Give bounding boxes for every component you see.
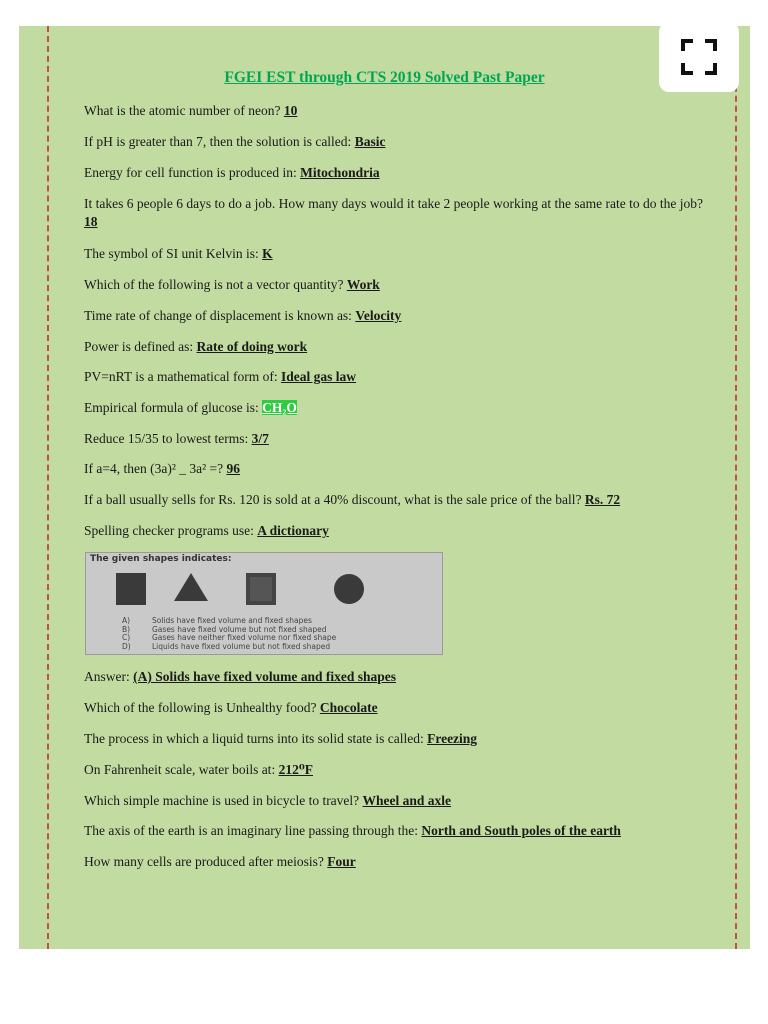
question-15: Answer: (A) Solids have fixed volume and fixed shapes [84,669,397,684]
answer: 3/7 [251,431,269,446]
question-1: What is the atomic number of neon? 10 [84,103,298,118]
question-19: Which simple machine is used in bicycle to travel? Wheel and axle [84,793,452,808]
answer: (A) Solids have fixed volume and fixed shapes [133,669,397,684]
answer: Four [327,854,356,869]
answer: Freezing [427,731,478,746]
figure-option: D) Liquids have fixed volume but not fixed shaped [122,641,331,651]
fullscreen-button[interactable] [659,22,739,92]
box-inner-shape [250,577,272,601]
answer: Chocolate [319,700,378,715]
answer: 10 [283,103,298,118]
question-4: It takes 6 people 6 days to do a job. How many days would it take 2 people working at the same rate to do the job? 18 [84,196,703,229]
figure-caption: The given shapes indicates: [90,554,232,564]
cube-shape [116,573,146,605]
sphere-shape [334,574,364,604]
figure-option: B) Gases have fixed volume but not fixed shaped [122,624,327,634]
answer: Work [346,277,380,292]
question-9: PV=nRT is a mathematical form of: Ideal gas law [84,369,357,384]
answer: Rate of doing work [196,339,308,354]
question-7: Time rate of change of displacement is known as: Velocity [84,308,402,323]
question-13: If a ball usually sells for Rs. 120 is sold at a 40% discount, what is the sale price of the ball? Rs. 72 [84,492,621,507]
figure-option: C) Gases have neither fixed volume nor fixed shape [122,633,337,642]
question-18: On Fahrenheit scale, water boils at: 212⁰F [84,762,313,777]
question-11: Reduce 15/35 to lowest terms: 3/7 [84,431,269,446]
page-border-left [47,26,49,949]
question-16: Which of the following is Unhealthy food? Chocolate [84,700,378,715]
document-page [19,26,750,949]
question-21: How many cells are produced after meiosis? Four [84,854,356,869]
figure-option: A) Solids have fixed volume and fixed shapes [122,616,312,625]
answer: Ideal gas law [281,369,357,384]
page-border-right [735,26,737,949]
answer: Wheel and axle [362,793,452,808]
answer: Rs. 72 [584,492,621,507]
page-title: FGEI EST through CTS 2019 Solved Past Paper [224,69,545,86]
question-8: Power is defined as: Rate of doing work [84,339,308,354]
question-6: Which of the following is not a vector quantity? Work [84,277,380,292]
question-14: Spelling checker programs use: A dictionary [84,523,329,538]
answer: 96 [226,461,241,476]
answer: North and South poles of the earth [421,823,621,838]
answer: K [262,246,273,261]
expand-icon [681,39,717,75]
figure-options [122,617,336,651]
question-20: The axis of the earth is an imaginary line passing through the: North and South poles of the earth [84,823,621,838]
answer: CH₂O [262,400,297,415]
question-10: Empirical formula of glucose is: CH₂O [84,400,297,415]
question-12: If a=4, then (3a)² _ 3a² =? 96 [84,461,241,476]
pyramid-shape [174,573,208,601]
answer: Velocity [355,308,402,323]
answer: 212⁰F [278,762,313,777]
question-17: The process in which a liquid turns into its solid state is called: Freezing [84,731,478,746]
answer: Basic [354,134,386,149]
answer: 18 [84,214,98,229]
question-3: Energy for cell function is produced in: Mitochondria [84,165,380,180]
answer: Mitochondria [300,165,380,180]
question-5: The symbol of SI unit Kelvin is: K [84,246,273,261]
question-2: If pH is greater than 7, then the solution is called: Basic [84,134,386,149]
shapes-figure [85,552,443,655]
answer: A dictionary [257,523,329,538]
